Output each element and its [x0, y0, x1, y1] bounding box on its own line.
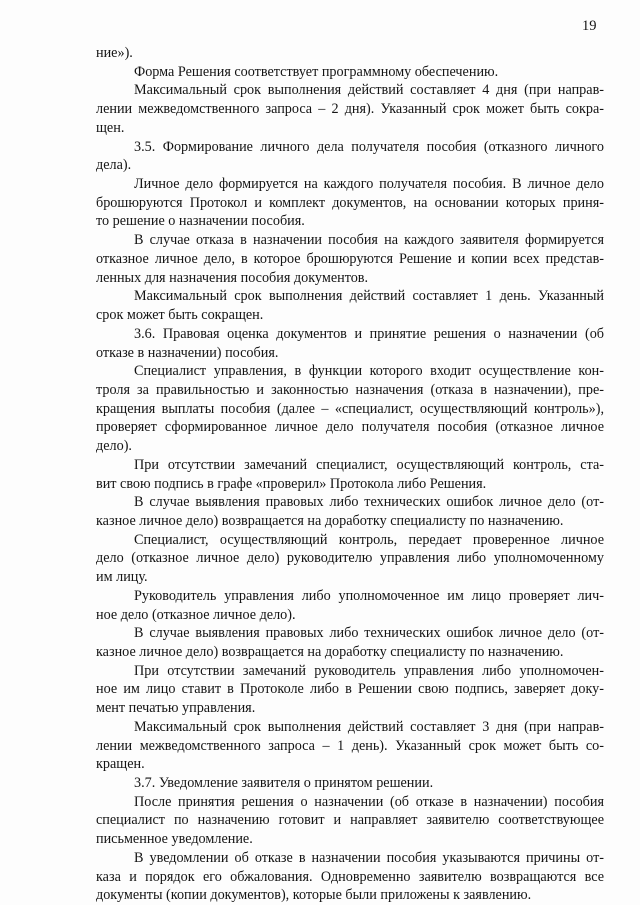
text-line: брошюруются Протокол и комплект документов, на основании которых приня-	[96, 194, 604, 211]
text-line: 3.6. Правовая оценка документов и принятие решения о назначении (об	[134, 325, 604, 342]
text-line: дело (отказное личное дело) руководителю управления либо уполномоченному	[96, 550, 604, 567]
text-line: казное личное дело) возвращается на доработку специалисту по назначению.	[96, 512, 564, 529]
text-line: кращен.	[96, 756, 145, 773]
text-line: Максимальный срок выполнения действий составляет 1 день. Указанный	[134, 288, 604, 305]
text-line: специалист по назначению готовит и направляет заявителю соответствующее	[96, 812, 604, 829]
text-line: ное им лицо ставит в Протоколе либо в Решении свою подпись, заверяет доку-	[96, 681, 604, 698]
text-line: Личное дело формируется на каждого получателя пособия. В личное дело	[134, 176, 604, 193]
page-number: 19	[582, 18, 597, 34]
text-line: Руководитель управления либо уполномоченное им лицо проверяет лич-	[134, 587, 604, 604]
text-line: лении межведомственного запроса – 1 день). Указанный срок может быть со-	[96, 737, 604, 754]
text-line: вит свою подпись в графе «проверил» Протокола либо Решения.	[96, 475, 487, 492]
text-line: казное личное дело) возвращается на доработку специалисту по назначению.	[96, 644, 564, 660]
text-line: При отсутствии замечаний специалист, осуществляющий контроль, ста-	[134, 456, 604, 473]
text-line: Специалист управления, в функции которого входит осуществление кон-	[134, 363, 604, 380]
text-line: В уведомлении об отказе в назначении пособия указываются причины от-	[134, 849, 604, 866]
text-line: дело).	[96, 438, 132, 455]
text-line: то решение о назначении пособия.	[96, 213, 305, 230]
document-body	[96, 44, 604, 905]
text-line: 3.5. Формирование личного дела получателя пособия (отказного личного	[134, 138, 604, 155]
text-line: Максимальный срок выполнения действий составляет 4 дня (при направ-	[134, 82, 604, 99]
text-line: отказное личное дело, в которое брошюруются Решение и копии всех представ-	[96, 250, 604, 267]
text-line: Специалист, осуществляющий контроль, передает проверенное личное	[134, 531, 604, 548]
text-line: щен.	[96, 119, 125, 136]
text-line: им лицу.	[96, 569, 148, 586]
text-line: каза и порядок его обжалования. Одновременно заявителю возвращаются все	[96, 868, 604, 885]
text-line: В случае выявления правовых либо технических ошибок личное дело (от-	[134, 625, 604, 642]
text-line: ленных для назначения пособия документов.	[96, 269, 369, 286]
text-line: При отсутствии замечаний руководитель управления либо уполномочен-	[134, 662, 604, 679]
text-line: проверяет сформированное личное дело получателя пособия (отказное личное	[96, 419, 604, 436]
text-line: ние»).	[96, 45, 133, 61]
text-line: мент печатью управления.	[96, 700, 256, 717]
text-line: письменное уведомление.	[96, 831, 253, 848]
text-line: отказе в назначении) пособия.	[96, 344, 279, 361]
text-line: Максимальный срок выполнения действий составляет 3 дня (при направ-	[134, 718, 604, 735]
text-line: Форма Решения соответствует программному обеспечению.	[134, 63, 499, 80]
text-line: кращения выплаты пособия (далее – «специалист, осуществляющий контроль»),	[96, 400, 604, 417]
text-line: дела).	[96, 157, 132, 174]
text-line: троля за правильностью и законностью назначения (отказа в назначении), пре-	[96, 381, 604, 398]
text-line: ное дело (отказное личное дело).	[96, 606, 296, 623]
text-line: В случае выявления правовых либо технических ошибок личное дело (от-	[134, 494, 604, 511]
text-line: В случае отказа в назначении пособия на каждого заявителя формируется	[134, 232, 604, 249]
text-line: лении межведомственного запроса – 2 дня). Указанный срок может быть сокра-	[96, 101, 604, 118]
text-line: документы (копии документов), которые были приложены к заявлению.	[96, 887, 532, 904]
text-line: срок может быть сокращен.	[96, 307, 264, 324]
text-line: После принятия решения о назначении (об отказе в назначении) пособия	[134, 793, 604, 810]
text-line: 3.7. Уведомление заявителя о принятом решении.	[134, 775, 434, 792]
